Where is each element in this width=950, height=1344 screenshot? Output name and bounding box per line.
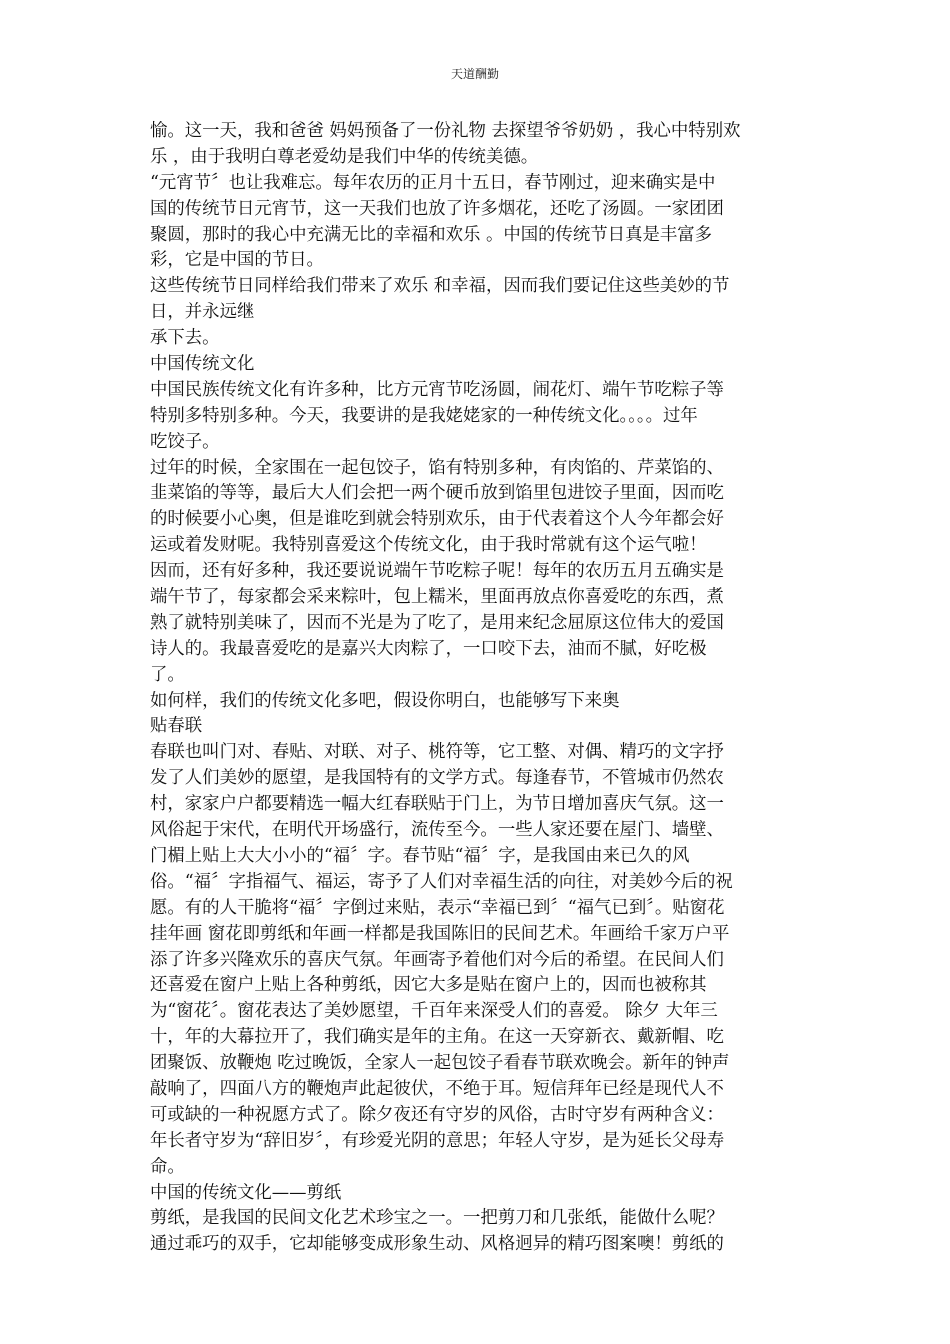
- text-line: 愉。这一天，我和爸爸 妈妈预备了一份礼物 去探望爷爷奶奶 ，我心中特别欢: [150, 121, 741, 141]
- text-line: 可或缺的一种祝愿方式了。除夕夜还有守岁的风俗，古时守岁有两种含义：: [150, 1104, 724, 1125]
- text-line: 命。: [150, 1156, 185, 1177]
- text-line: 特别多特别多种。今天，我要讲的是我姥姥家的一种传统文化。。。。过年: [150, 405, 698, 426]
- text-line: 熟了就特别美味了，因而不光是为了吃了，是用来纪念屈原这位伟大的爱国: [150, 612, 724, 633]
- text-line: 吃饺子。: [150, 431, 220, 452]
- text-line: 聚圆，那时的我心中充满无比的幸福和欢乐 。中国的传统节日真是丰富多: [150, 224, 713, 245]
- text-line: 发了人们美妙的愿望，是我国特有的文学方式。每逢春节，不管城市仍然农: [150, 768, 724, 789]
- text-line: 诗人的。我最喜爱吃的是嘉兴大肉粽了，一口咬下去，油而不腻，好吃极: [150, 638, 707, 659]
- text-line: 如何样，我们的传统文化多吧，假设你明白，也能够写下来奥: [150, 690, 620, 711]
- text-line: 还喜爱在窗户上贴上各种剪纸，因它大多是贴在窗户上的，因而也被称其: [150, 975, 707, 996]
- text-line: 中国的传统文化——剪纸: [150, 1182, 342, 1203]
- text-line: 这些传统节日同样给我们带来了欢乐 和幸福，因而我们要记住这些美妙的节: [150, 276, 730, 297]
- text-line: 敲响了，四面八方的鞭炮声此起彼伏，不绝于耳。短信拜年已经是现代人不: [150, 1078, 724, 1099]
- text-line: 的时候要小心奥，但是谁吃到就会特别欢乐，由于代表着这个人今年都会好: [150, 509, 724, 530]
- text-line: 通过乖巧的双手，它却能够变成形象生动、风格迥异的精巧图案噢！剪纸的: [150, 1234, 724, 1255]
- page-header: 天道酬勤: [450, 67, 499, 81]
- text-line: 添了许多兴隆欢乐的喜庆气氛。年画寄予着他们对今后的希望。在民间人们: [150, 949, 724, 970]
- document-body: [150, 119, 790, 1258]
- text-line: 承下去。: [150, 328, 220, 349]
- text-line: 乐 ，由于我明白尊老爱幼是我们中华的传统美德。: [150, 146, 539, 167]
- text-line: 春联也叫门对、春贴、对联、对子、桃符等，它工整、对偶、精巧的文字抒: [150, 742, 724, 763]
- text-line: “元宵节〞也让我难忘。每年农历的正月十五日，春节刚过，迎来确实是中: [150, 172, 716, 193]
- text-line: 门楣上贴上大大小小的“福〞字。春节贴“福〞字，是我国由来已久的风: [150, 845, 690, 866]
- text-line: 愿。有的人干脆将“福〞字倒过来贴，表示“幸福已到〞“福气已到〞。贴窗花: [150, 897, 725, 918]
- text-line: 中国民族传统文化有许多种，比方元宵节吃汤圆，闹花灯、端午节吃粽子等: [150, 379, 724, 400]
- text-line: 运或着发财呢。我特别喜爱这个传统文化，由于我时常就有这个运气啦！: [150, 535, 707, 556]
- text-line: 年长者守岁为“辞旧岁〞，有珍爱光阴的意思；年轻人守岁，是为延长父母寿: [150, 1130, 725, 1151]
- text-line: 韭菜馅的等等，最后大人们会把一两个硬币放到馅里包进饺子里面，因而吃: [150, 483, 724, 504]
- text-line: 过年的时候，全家围在一起包饺子，馅有特别多种，有肉馅的、芹菜馅的、: [150, 457, 724, 478]
- text-line: 端午节了，每家都会采来粽叶，包上糯米，里面再放点你喜爱吃的东西，煮: [150, 587, 724, 608]
- text-line: 因而，还有好多种，我还要说说端午节吃粽子呢！每年的农历五月五确实是: [150, 561, 724, 582]
- text-line: 为“窗花〞。窗花表达了美妙愿望，千百年来深受人们的喜爱。 除夕 大年三: [150, 1001, 718, 1022]
- text-line: 了。: [150, 664, 185, 685]
- text-line: 贴春联: [150, 716, 203, 737]
- text-line: 剪纸，是我国的民间文化艺术珍宝之一。一把剪刀和几张纸，能做什么呢？: [150, 1208, 724, 1229]
- text-line: 风俗起于宋代，在明代开场盛行，流传至今。一些人家还要在屋门、墙壁、: [150, 820, 724, 841]
- text-line: 中国传统文化: [150, 354, 255, 375]
- text-line: 团聚饭、放鞭炮 吃过晚饭，全家人一起包饺子看春节联欢晚会。新年的钟声: [150, 1053, 730, 1074]
- text-line: 挂年画 窗花即剪纸和年画一样都是我国陈旧的民间艺术。年画给千家万户平: [150, 923, 730, 944]
- text-line: 彩，它是中国的节日。: [150, 250, 324, 271]
- text-line: 俗。“福〞字指福气、福运，寄予了人们对幸福生活的向往，对美妙今后的祝: [150, 871, 733, 892]
- text-line: 国的传统节日元宵节，这一天我们也放了许多烟花，还吃了汤圆。一家团团: [150, 198, 724, 219]
- text-line: 日，并永远继: [150, 302, 255, 323]
- text-line: 村，家家户户都要精选一幅大红春联贴于门上，为节日增加喜庆气氛。这一: [150, 794, 724, 815]
- text-line: 十，年的大幕拉开了，我们确实是年的主角。在这一天穿新衣、戴新帽、吃: [150, 1027, 724, 1048]
